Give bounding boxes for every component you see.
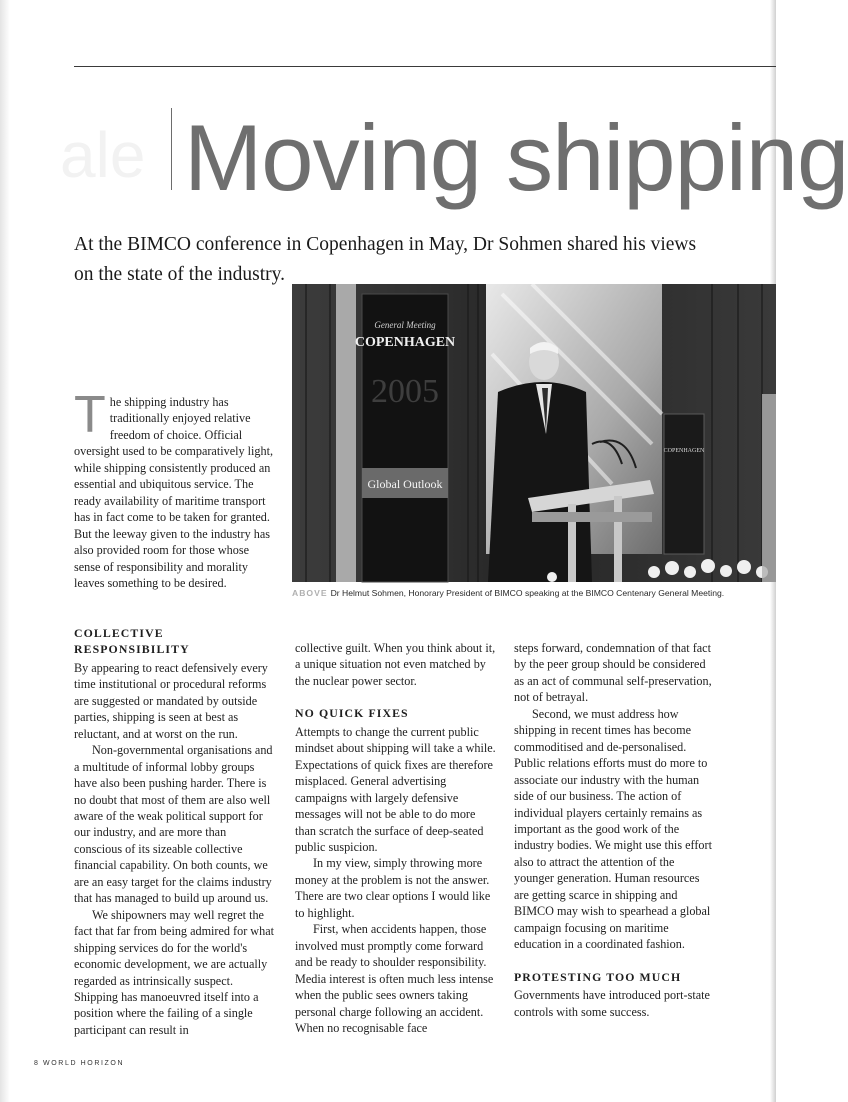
speaker-photo-illustration [292, 284, 776, 582]
paragraph: steps forward, condemnation of that fact by the peer group should be considered as an act of communal self-preservation, not of betrayal. [514, 641, 712, 705]
paragraph: Governments have introduced port-state controls with some success. [514, 988, 710, 1019]
article-column-3 [514, 640, 714, 1020]
title-divider [171, 108, 172, 190]
paragraph: By appearing to react defensively every time institutional or procedural reforms are suggested or mandated by outside parties, shipping is seen at best as reluctant, and at worst on the run. [74, 660, 268, 741]
intro-text: he shipping industry has traditionally enjoyed relative freedom of choice. Official oversight used to be comparatively light, while shipping consistently produced an essential and ubiquitous service. The ready availability of maritime transport has in fact come to be taken for granted. But the leeway given to the industry has also provided room for those whose sense of responsibility and morality leaves something to be desired. [74, 395, 274, 590]
paragraph: We shipowners may well regret the fact that far from being admired for what shipping services do for the world's economic development, we are actually regarded as intrinsically suspect. Shipping has manoeuvred itself into a position where the failing of a single participant can result in [74, 907, 274, 1037]
banner-city: COPENHAGEN [354, 335, 456, 350]
caption-text: Dr Helmut Sohmen, Honorary President of BIMCO speaking at the BIMCO Centenary General Meeting. [330, 588, 725, 598]
paragraph: First, when accidents happen, those involved must promptly come forward and be ready to shoulder responsibility. Media interest is often much less intense when the public sees owners taking personal charge following an accident. When no recognisable face [295, 922, 494, 1035]
subheading-protesting-too-much: PROTESTING TOO MUCH [514, 969, 682, 984]
article-column-1 [74, 625, 274, 1038]
paragraph: Attempts to change the current public mindset about shipping will take a while. Expectations of quick fixes are therefore misplaced. General advertising campaigns with largely defensive messages will not be able to do more than scratch the surface of deep-seated public suspicion. [295, 724, 496, 854]
publication-name: WORLD HORIZON [43, 1060, 125, 1067]
intro-paragraph [74, 386, 274, 591]
caption-label: ABOVE [292, 588, 328, 598]
speaker-photo [292, 284, 776, 582]
photo-caption [292, 588, 772, 598]
standfirst: At the BIMCO conference in Copenhagen in May, Dr Sohmen shared his views on the state of the industry. [74, 234, 697, 285]
screen-banner-text: COPENHAGEN [663, 448, 705, 454]
page-title: Moving shipping [184, 105, 848, 210]
page-number: 8 [34, 1060, 40, 1067]
banner-subtitle: Global Outlook [367, 477, 443, 491]
page-gutter-shadow-left [0, 0, 10, 1102]
paragraph: Second, we must address how shipping in recent times has become commoditised and de-personalised. Public relations efforts must do more to associate our industry with the human side of our business. The action of individual players certainly remains as important as the good work of the industry bodies. We might use this effort also to attract the attention of the younger generation. Human resources are getting scarce in shipping and BIMCO may wish to spearhead a global campaign focusing on maritime education in a coordinated fashion. [514, 706, 712, 952]
drop-cap: T [74, 386, 106, 444]
header-rule [74, 66, 776, 67]
paragraph: In my view, simply throwing more money at the problem is not the answer. There are two clear options I would like to highlight. [295, 856, 491, 920]
banner-line1: General Meeting [374, 320, 436, 330]
subheading-collective-responsibility: COLLECTIVE RESPONSIBILITY [74, 626, 190, 657]
subheading-no-quick-fixes: NO QUICK FIXES [295, 706, 409, 721]
paragraph: collective guilt. When you think about it, a unique situation not even matched by the nuclear power sector. [295, 641, 496, 688]
article-column-2 [295, 640, 498, 1036]
page-folio [34, 1060, 124, 1067]
banner-year: 2005 [371, 373, 439, 410]
show-through-ghost: ale [60, 119, 146, 191]
paragraph: Non-governmental organisations and a multitude of informal lobby groups have also been pushing harder. There is no doubt that most of them are also well aware of the weak political support for our industry, and are more than conscious of its sizeable collective financial capability. On both counts, we are an easy target for the claims industry that has managed to build up around us. [74, 743, 273, 906]
